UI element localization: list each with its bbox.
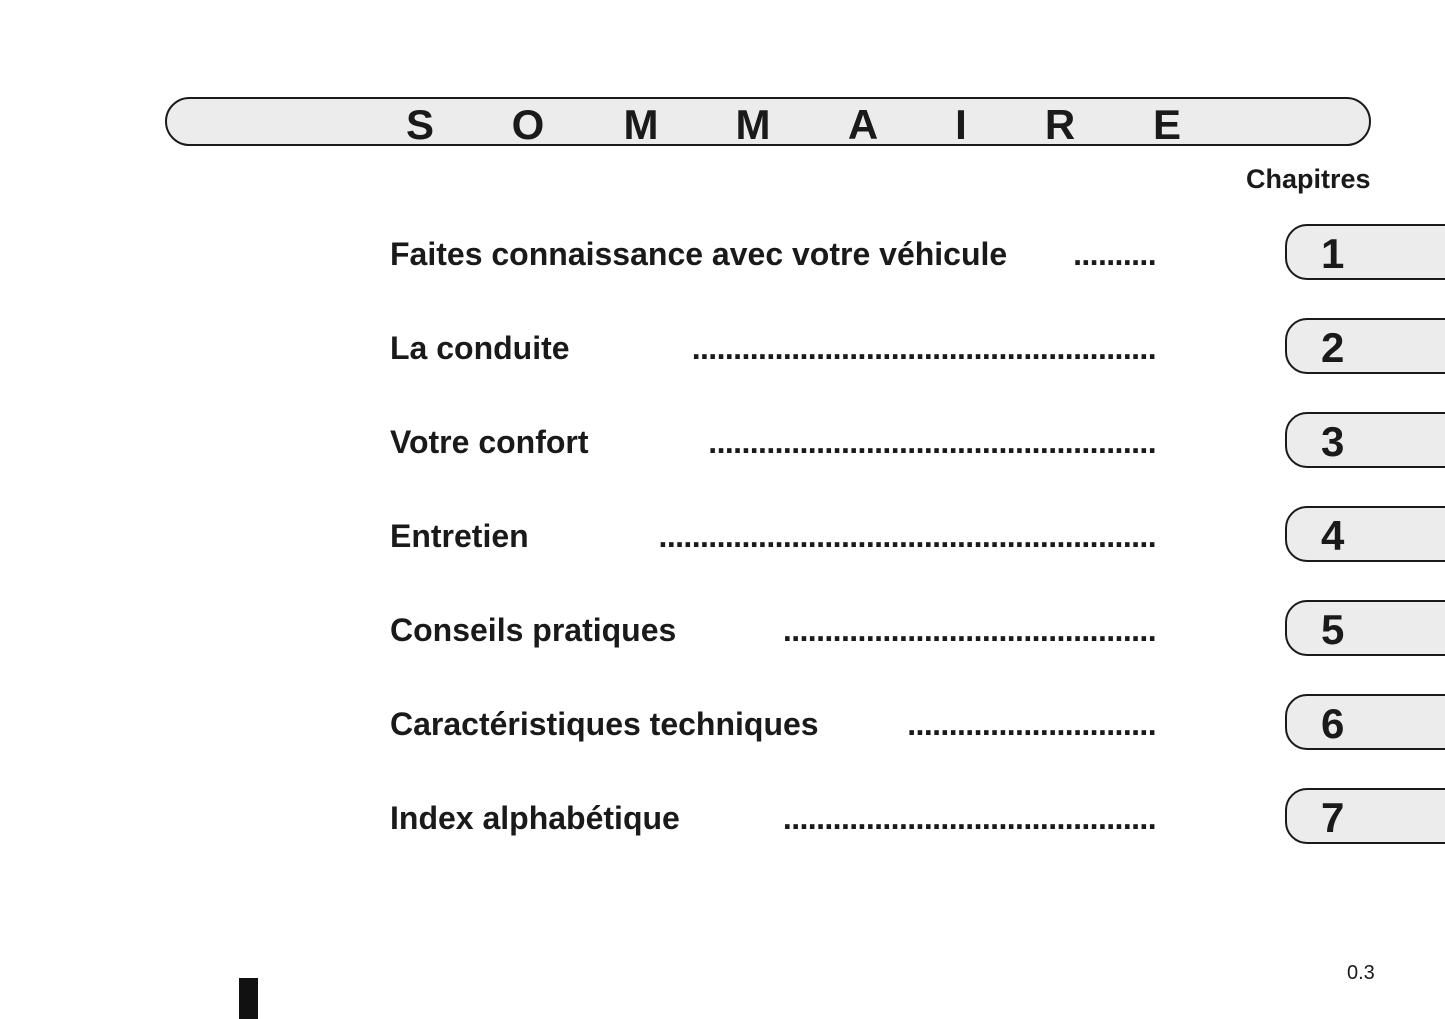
- chapter-tab-1[interactable]: [1285, 224, 1445, 280]
- title-letter: M: [623, 101, 659, 148]
- chapter-number: 3: [1321, 418, 1345, 465]
- title-letter: M: [735, 101, 771, 148]
- toc-label[interactable]: Caractéristiques techniques: [390, 706, 819, 742]
- page-number: 0.3: [1347, 962, 1375, 984]
- title-letter: A: [847, 101, 879, 148]
- chapter-number: 2: [1321, 324, 1345, 371]
- toc-label[interactable]: Votre confort: [390, 424, 589, 460]
- title-letter: R: [1044, 101, 1076, 148]
- toc-dot-leader: ........................................................: [691, 330, 1156, 366]
- chapters-heading: Chapitres: [1246, 164, 1371, 194]
- chapter-tab-4[interactable]: [1285, 506, 1445, 562]
- toc-dot-leader: ......................................................: [708, 424, 1156, 460]
- toc-label[interactable]: Conseils pratiques: [390, 612, 677, 648]
- chapter-number: 1: [1321, 230, 1345, 277]
- toc-label[interactable]: Entretien: [390, 518, 529, 554]
- chapter-tab-3[interactable]: [1285, 412, 1445, 468]
- chapter-number: 5: [1321, 606, 1345, 653]
- title-bar: [165, 97, 1371, 146]
- chapter-number: 7: [1321, 794, 1345, 841]
- title-letter: E: [1152, 101, 1182, 148]
- title-letter: I: [955, 101, 967, 148]
- toc-row-6[interactable]: [0, 694, 1445, 754]
- toc-row-7[interactable]: [0, 788, 1445, 848]
- toc-row-4[interactable]: [0, 506, 1445, 566]
- toc-dot-leader: .............................................: [782, 800, 1156, 836]
- toc-label[interactable]: La conduite: [390, 330, 570, 366]
- toc-label[interactable]: Faites connaissance avec votre véhicule: [390, 236, 1008, 272]
- edge-marker: [239, 978, 258, 1019]
- toc-dot-leader: ..............................: [907, 706, 1156, 742]
- toc-dot-leader: .............................................: [782, 612, 1156, 648]
- toc-dot-leader: ..........: [1073, 236, 1156, 272]
- toc-row-2[interactable]: [0, 318, 1445, 378]
- chapter-tab-2[interactable]: [1285, 318, 1445, 374]
- chapter-tab-6[interactable]: [1285, 694, 1445, 750]
- toc-dot-leader: ............................................................: [658, 518, 1156, 554]
- toc-row-1[interactable]: [0, 224, 1445, 284]
- chapter-tab-5[interactable]: [1285, 600, 1445, 656]
- title-letter: O: [511, 101, 545, 148]
- toc-row-5[interactable]: [0, 600, 1445, 660]
- toc-row-3[interactable]: [0, 412, 1445, 472]
- chapter-number: 4: [1321, 512, 1345, 559]
- chapter-tab-7[interactable]: [1285, 788, 1445, 844]
- title-letter: S: [405, 101, 435, 148]
- chapter-number: 6: [1321, 700, 1345, 747]
- toc-label[interactable]: Index alphabétique: [390, 800, 680, 836]
